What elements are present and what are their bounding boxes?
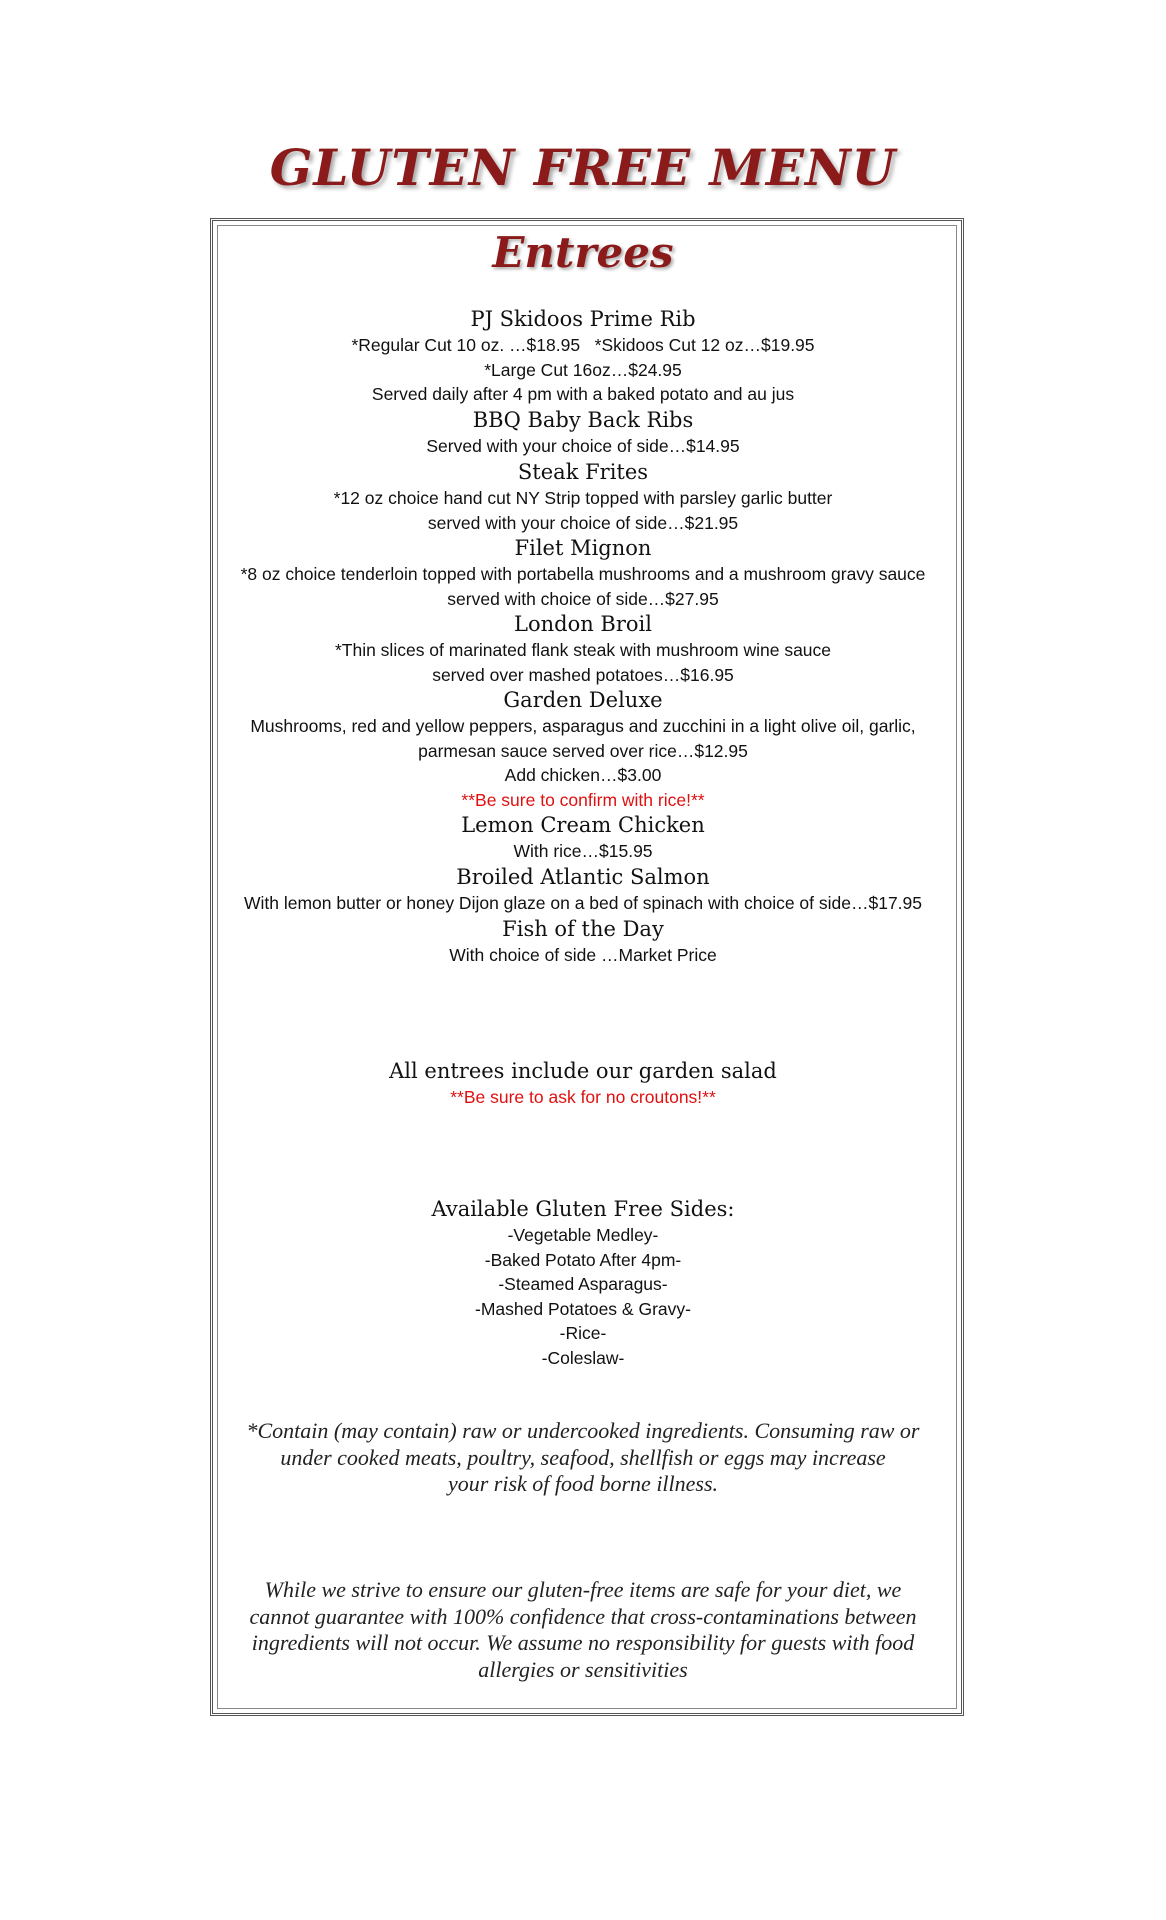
dish-description-line: Mushrooms, red and yellow peppers, asparagus and zucchini in a light olive oil, garlic, xyxy=(250,716,916,736)
side-item: -Steamed Asparagus- xyxy=(498,1274,668,1294)
side-item: -Baked Potato After 4pm- xyxy=(484,1249,682,1270)
dish-description-line: parmesan sauce served over rice…$12.95 xyxy=(418,740,748,761)
salad-warning: **Be sure to ask for no croutons!** xyxy=(450,1087,716,1107)
dish-description-line: Served daily after 4 pm with a baked potato and au jus xyxy=(371,384,795,404)
dish-london-broil xyxy=(0,611,1166,687)
dish-description-line: served with your choice of side…$21.95 xyxy=(427,512,739,533)
side-item: -Coleslaw- xyxy=(541,1347,625,1368)
dish-description-line: *12 oz choice hand cut NY Strip topped with parsley garlic butter xyxy=(333,488,833,508)
dish-prime-rib xyxy=(0,306,1166,407)
side-item: -Vegetable Medley- xyxy=(507,1225,659,1245)
side-item: -Rice- xyxy=(559,1323,607,1343)
dish-name: Lemon Cream Chicken xyxy=(461,813,705,837)
disclaimer-line: allergies or sensitivities xyxy=(478,1656,688,1682)
dish-filet-mignon xyxy=(0,535,1166,611)
dish-name: London Broil xyxy=(514,612,652,636)
dish-description-line: With rice…$15.95 xyxy=(513,841,653,861)
disclaimer-line: your risk of food borne illness. xyxy=(447,1471,719,1496)
dish-description-line: served over mashed potatoes…$16.95 xyxy=(432,664,734,685)
salad-heading: All entrees include our garden salad xyxy=(389,1059,777,1083)
dish-description-line: *Thin slices of marinated flank steak with mushroom wine sauce xyxy=(334,640,832,660)
sides-heading: Available Gluten Free Sides: xyxy=(431,1197,735,1221)
dish-warning: **Be sure to confirm with rice!** xyxy=(461,789,705,810)
dish-description-line: With lemon butter or honey Dijon glaze on a bed of spinach with choice of side…$17.95 xyxy=(243,893,923,913)
dish-garden-deluxe xyxy=(0,687,1166,812)
dish-name: Filet Mignon xyxy=(514,536,652,560)
dish-name: Steak Frites xyxy=(517,460,649,484)
dish-name: Broiled Atlantic Salmon xyxy=(456,865,710,889)
dish-name: PJ Skidoos Prime Rib xyxy=(470,307,696,331)
disclaimer-line: While we strive to ensure our gluten-free items are safe for your diet, we xyxy=(264,1577,902,1602)
section-title-entrees: Entrees xyxy=(492,228,674,277)
dish-description-line: served with choice of side…$27.95 xyxy=(447,588,719,609)
dish-description-line: *Regular Cut 10 oz. …$18.95 *Skidoos Cut 12 oz…$19.95 xyxy=(351,335,815,355)
dish-description-line: Add chicken…$3.00 xyxy=(504,765,662,785)
sides-section xyxy=(0,1196,1166,1370)
dish-baby-back-ribs xyxy=(0,407,1166,459)
dish-description-line: *Large Cut 16oz…$24.95 xyxy=(484,359,682,380)
raw-food-disclaimer xyxy=(0,1418,1166,1498)
dish-name: Fish of the Day xyxy=(502,917,664,941)
gluten-disclaimer xyxy=(0,1577,1166,1683)
dish-atlantic-salmon xyxy=(0,864,1166,916)
disclaimer-line: *Contain (may contain) raw or undercooked ingredients. Consuming raw or xyxy=(246,1418,920,1443)
disclaimer-line: ingredients will not occur. We assume no responsibility for guests with food xyxy=(251,1630,915,1655)
dish-steak-frites xyxy=(0,459,1166,535)
dish-description-line: *8 oz choice tenderloin topped with portabella mushrooms and a mushroom gravy sauce xyxy=(240,564,926,584)
disclaimer-line: under cooked meats, poultry, seafood, shellfish or eggs may increase xyxy=(280,1444,886,1470)
menu-title: GLUTEN FREE MENU xyxy=(269,138,897,197)
disclaimer-line: cannot guarantee with 100% confidence that cross-contaminations between xyxy=(249,1603,917,1629)
dish-name: Garden Deluxe xyxy=(503,688,663,712)
dish-lemon-cream-chicken xyxy=(0,812,1166,864)
dish-fish-of-the-day xyxy=(0,916,1166,968)
salad-note xyxy=(0,1058,1166,1110)
dish-description-line: Served with your choice of side…$14.95 xyxy=(426,436,740,456)
side-item: -Mashed Potatoes & Gravy- xyxy=(475,1298,691,1319)
dish-name: BBQ Baby Back Ribs xyxy=(472,408,694,432)
dish-description-line: With choice of side …Market Price xyxy=(449,945,717,965)
